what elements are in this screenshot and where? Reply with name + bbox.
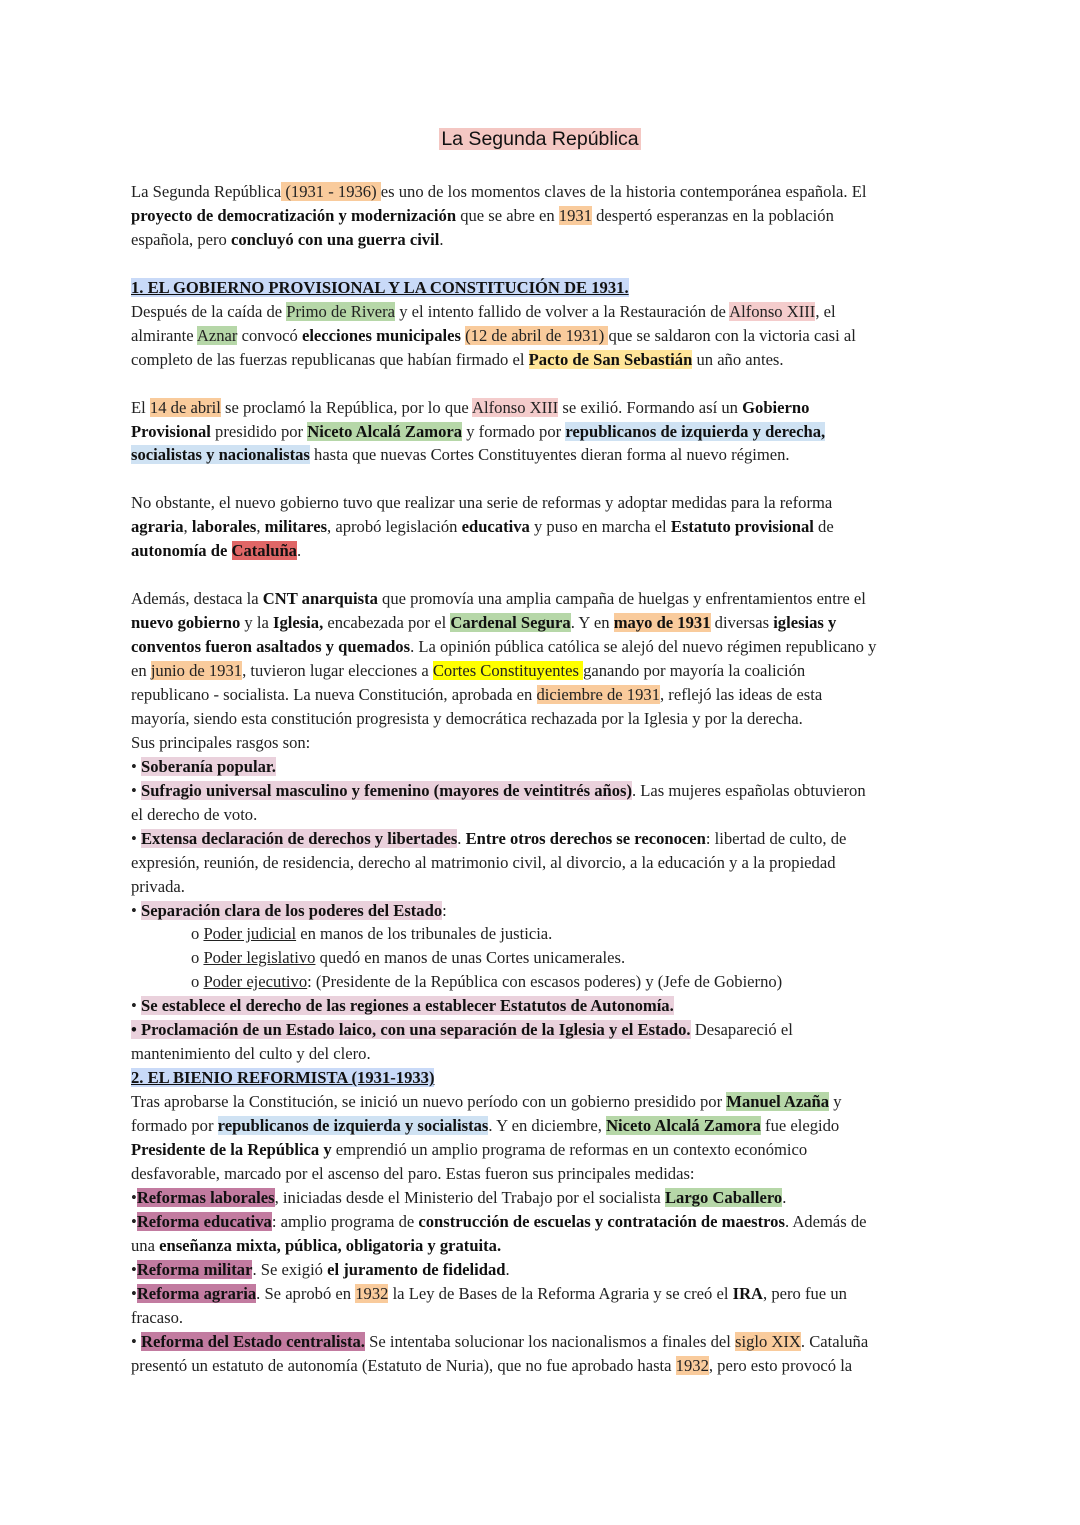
- text-line: [131, 875, 961, 899]
- text-run: : libertad de culto, de: [705, 828, 847, 848]
- text-run: republicanos de izquierda y derecha,: [565, 421, 826, 441]
- text-line: [131, 1090, 961, 1114]
- text-run: elecciones municipales: [301, 325, 461, 345]
- text-line: [131, 1234, 961, 1258]
- text-run: concluyó con una guerra civil: [230, 229, 440, 249]
- text-run: 1931: [558, 205, 592, 225]
- text-line: [131, 1042, 961, 1066]
- text-run: •: [131, 1211, 137, 1231]
- text-run: , tuvieron lugar elecciones: [242, 661, 422, 680]
- text-line: [131, 946, 961, 970]
- text-run: nuevo gobierno: [131, 613, 241, 633]
- text-line: [131, 970, 961, 994]
- text-run: : (Presidente de la República con escasos poderes) y (Jefe de Gobierno): [307, 972, 783, 992]
- text-run: Cataluña: [231, 541, 297, 561]
- text-run: Reformas laborales: [136, 1187, 275, 1207]
- text-run: fue elegido: [760, 1116, 840, 1136]
- text-run: Se establece el derecho de las regiones a establecer Estatutos de Autonomía.: [140, 996, 674, 1016]
- text-run: privada.: [131, 876, 185, 896]
- text-run: , pero fue un: [763, 1283, 847, 1303]
- text-run: •: [131, 1259, 137, 1279]
- text-run: : amplio programa de: [271, 1211, 419, 1231]
- text-run: mantenimiento del culto y del clero.: [131, 1044, 371, 1064]
- blank-line: [131, 467, 961, 491]
- text-run: La Segunda República: [131, 182, 282, 201]
- text-run: iglesias y: [773, 613, 837, 633]
- text-line: [131, 491, 961, 515]
- text-run: Entre otros derechos se reconocen: [465, 828, 706, 848]
- text-run: que promovía una amplia campaña de huelgas y enfrentamientos entre el: [377, 589, 866, 609]
- text-line: [131, 204, 961, 228]
- text-run: diversas: [710, 613, 774, 633]
- text-run: enseñanza mixta, pública, obligatoria y gratuita.: [159, 1235, 502, 1255]
- text-run: . Y en: [570, 613, 614, 633]
- text-run: conventos fueron asaltados y quemados: [131, 637, 411, 657]
- text-run: . Cataluña: [800, 1331, 869, 1351]
- text-run: quedó en manos de unas Cortes unicamerales.: [315, 948, 626, 968]
- blank-line: [131, 563, 961, 587]
- text-run: Soberanía popular.: [140, 756, 276, 776]
- text-run: Primo de Rivera: [286, 301, 396, 321]
- text-run: ganando por mayoría la coalición: [583, 661, 806, 680]
- text-run: Alfonso XIII: [729, 301, 816, 321]
- text-line: [131, 994, 961, 1018]
- text-run: fracaso.: [131, 1307, 184, 1327]
- text-run: 1932: [355, 1283, 389, 1303]
- text-run: y el intento fallido de volver a la Restauración de: [395, 301, 730, 321]
- text-run: socialistas y nacionalistas: [131, 445, 310, 465]
- text-line: [131, 1282, 961, 1306]
- text-run: •: [131, 900, 141, 920]
- text-run: en manos de los tribunales de justicia.: [296, 924, 553, 944]
- text-line: [131, 851, 961, 875]
- text-line: [131, 659, 961, 683]
- text-run: laborales: [191, 517, 257, 537]
- text-run: hasta que nuevas Cortes Constituyentes dieran forma al nuevo régimen.: [309, 445, 790, 465]
- text-run: encabezada por el: [323, 613, 451, 633]
- text-run: republicano - socialista. La nueva Constitución, aprobada en: [131, 684, 537, 704]
- text-run: Cardenal Segura: [450, 613, 571, 633]
- text-run: 14 de abril: [149, 397, 221, 417]
- text-run: 1932: [675, 1355, 709, 1375]
- text-run: o: [191, 972, 204, 992]
- text-run: Reforma del Estado centralista.: [140, 1331, 365, 1351]
- text-run: que se abre en: [456, 205, 559, 225]
- text-run: Presidente de la República y: [131, 1140, 332, 1160]
- text-run: Reforma educativa: [136, 1211, 272, 1231]
- text-line: [131, 731, 961, 755]
- text-line: [131, 635, 961, 659]
- text-line: [131, 611, 961, 635]
- text-run: Reforma agraria: [136, 1283, 257, 1303]
- text-line: [131, 1018, 961, 1042]
- text-run: , iniciadas desde el Ministerio del Trabajo por el socialista: [274, 1187, 665, 1207]
- text-line: [131, 348, 961, 372]
- text-run: almirante: [131, 325, 197, 345]
- text-line: [131, 1306, 961, 1330]
- text-run: Después de la caída de: [131, 301, 287, 321]
- text-run: ,: [256, 517, 265, 537]
- text-run: emprendió un amplio programa de reformas en un contexto económico: [331, 1140, 808, 1160]
- text-run: . Se aprobó en: [256, 1283, 356, 1303]
- text-run: • Proclamación de un Estado laico, con una separación de la Iglesia y el Estado.: [131, 1020, 691, 1040]
- text-run: .: [296, 541, 302, 561]
- text-run: •: [131, 756, 141, 776]
- text-line: [131, 779, 961, 803]
- document-title: La Segunda República: [441, 128, 639, 150]
- text-run: formado por: [131, 1116, 218, 1136]
- text-run: y puso en marcha el: [529, 517, 671, 537]
- text-run: es uno de los momentos claves de la historia contemporánea española. El: [380, 182, 867, 201]
- text-run: agraria: [131, 517, 184, 537]
- text-run: se exilió. Formando así un: [558, 397, 743, 417]
- text-run: CNT anarquista: [262, 589, 378, 609]
- text-line: [131, 180, 961, 204]
- text-run: , el: [815, 301, 836, 321]
- text-run: la Ley de Bases de la Reforma Agraria y se creó el: [388, 1283, 733, 1303]
- text-line: [131, 420, 961, 444]
- text-run: Separación clara de los poderes del Estado: [140, 900, 443, 920]
- text-run: expresión, reunión, de residencia, derecho al matrimonio civil, al divorcio, a la educación y a la propiedad: [131, 852, 836, 872]
- document-title-wrap: [0, 128, 1080, 151]
- text-run: o: [191, 924, 204, 944]
- text-run: despertó esperanzas en la población: [591, 205, 834, 225]
- text-run: •: [131, 1283, 137, 1303]
- text-run: •: [131, 996, 141, 1016]
- text-run: El: [131, 397, 150, 417]
- text-run: Alfonso XIII: [472, 397, 559, 417]
- blank-line: [131, 252, 961, 276]
- section-heading: 1. EL GOBIERNO PROVISIONAL Y LA CONSTITUCIÓN DE 1931.: [131, 277, 629, 297]
- text-run: Reforma militar: [136, 1259, 253, 1279]
- text-run: •: [131, 1187, 137, 1207]
- text-line: [131, 1210, 961, 1234]
- text-run: •: [131, 828, 141, 848]
- text-run: IRA: [732, 1283, 764, 1303]
- text-line: [131, 1330, 961, 1354]
- text-run: Cortes Constituyentes: [432, 661, 584, 680]
- text-run: educativa: [461, 517, 530, 537]
- text-run: mayoría, siendo esta constitución progresista y democrática rechazada por la Iglesia y por la derecha.: [131, 708, 803, 728]
- text-run: siglo XIX: [735, 1331, 801, 1351]
- text-run: . La opinión pública católica se alejó del nuevo régimen republicano y: [410, 637, 877, 657]
- text-run: ,: [183, 517, 192, 537]
- text-run: , pero esto provocó la: [708, 1355, 853, 1375]
- text-line: [131, 515, 961, 539]
- text-run: Iglesia,: [272, 613, 324, 633]
- document-body: [131, 180, 961, 1378]
- text-run: •: [131, 1331, 141, 1351]
- text-line: [131, 1354, 961, 1378]
- text-run: Manuel Azaña: [726, 1092, 830, 1112]
- text-run: Estatuto provisional: [670, 517, 814, 537]
- text-line: [131, 587, 961, 611]
- text-run: Se intentaba solucionar los nacionalismos a finales del: [364, 1331, 735, 1351]
- text-line: [131, 396, 961, 420]
- text-run: diciembre de 1931: [536, 684, 660, 704]
- text-run: No obstante, el nuevo gobierno tuvo que realizar una serie de reformas y adoptar medidas para la reforma: [131, 493, 833, 513]
- text-line: [131, 1162, 961, 1186]
- text-run: se proclamó la República, por lo que: [220, 397, 473, 417]
- text-run: mayo de 1931: [613, 613, 711, 633]
- text-run: , reflejó las ideas de esta: [660, 684, 823, 704]
- text-run: autonomía de: [131, 541, 232, 561]
- text-line: [131, 683, 961, 707]
- text-run: Extensa declaración de derechos y libertades: [140, 828, 458, 848]
- text-run: Largo Caballero: [664, 1187, 783, 1207]
- text-run: Provisional: [131, 421, 211, 441]
- text-run: presentó un estatuto de autonomía (Estatuto de Nuria), que no fue aprobado hasta: [131, 1355, 676, 1375]
- text-line: [131, 803, 961, 827]
- text-run: .: [457, 828, 466, 848]
- text-run: que se saldaron con la victoria casi al: [608, 325, 856, 345]
- text-line: [131, 1258, 961, 1282]
- blank-line: [131, 372, 961, 396]
- text-run: desfavorable, marcado por el ascenso del paro. Estas fueron sus principales medidas:: [131, 1164, 695, 1184]
- text-line: [131, 1186, 961, 1210]
- text-run: . Y en diciembre,: [488, 1116, 607, 1136]
- text-run: militares: [264, 517, 328, 537]
- text-run: Tras aprobarse la Constitución, se inició un nuevo período con un gobierno presidido por: [131, 1092, 727, 1112]
- text-line: [131, 324, 961, 348]
- text-run: en: [131, 661, 151, 680]
- text-run: y formado por: [462, 421, 566, 441]
- text-run: . Se exigió: [252, 1259, 328, 1279]
- text-run: Poder judicial: [203, 924, 297, 944]
- text-run: el derecho de voto.: [131, 804, 258, 824]
- text-run: (1931 - 1936): [281, 182, 381, 201]
- text-line: [131, 276, 961, 300]
- text-run: el juramento de fidelidad: [327, 1259, 506, 1279]
- text-run: Niceto Alcalá Zamora: [307, 421, 463, 441]
- text-line: [131, 300, 961, 324]
- text-run: (12 de abril de 1931): [465, 325, 609, 345]
- text-run: Sus principales rasgos son:: [131, 732, 311, 752]
- text-run: junio de 1931: [150, 661, 243, 680]
- text-run: . Las mujeres españolas obtuvieron: [632, 780, 866, 800]
- text-run: completo de las fuerzas republicanas que habían firmado el: [131, 349, 529, 369]
- text-run: Gobierno: [742, 397, 810, 417]
- text-run: española, pero: [131, 229, 231, 249]
- text-run: Desapareció el: [690, 1020, 793, 1040]
- text-run: , aprobó legislación: [327, 517, 462, 537]
- text-run: Niceto Alcalá Zamora: [606, 1116, 761, 1136]
- text-line: [131, 1066, 961, 1090]
- text-run: Sufragio universal masculino y femenino (mayores de veintitrés años): [140, 780, 632, 800]
- text-run: un año antes.: [692, 349, 784, 369]
- text-run: Poder ejecutivo: [203, 972, 308, 992]
- text-line: [131, 1138, 961, 1162]
- text-run: .: [439, 229, 444, 249]
- text-run: .: [782, 1187, 787, 1207]
- text-run: una: [131, 1235, 160, 1255]
- text-line: [131, 228, 961, 252]
- text-run: :: [442, 900, 447, 920]
- text-run: .: [505, 1259, 510, 1279]
- text-line: [131, 707, 961, 731]
- text-line: [131, 827, 961, 851]
- text-run: presidido por: [210, 421, 308, 441]
- text-run: . Además de: [784, 1211, 867, 1231]
- text-run: Además, destaca la: [131, 589, 263, 609]
- text-line: [131, 539, 961, 563]
- text-run: convocó: [237, 325, 302, 345]
- text-run: construcción de escuelas y contratación de maestros: [418, 1211, 785, 1231]
- text-run: republicanos de izquierda y socialistas: [217, 1116, 489, 1136]
- text-line: [131, 1114, 961, 1138]
- text-line: [131, 922, 961, 946]
- text-run: y: [829, 1092, 842, 1112]
- section-heading: 2. EL BIENIO REFORMISTA (1931-1933): [131, 1068, 435, 1088]
- text-run: proyecto de democratización y modernización: [131, 205, 457, 225]
- text-line: [131, 443, 961, 467]
- text-run: Pacto de San Sebastián: [528, 349, 693, 369]
- text-line: [131, 755, 961, 779]
- text-line: [131, 899, 961, 923]
- text-run: o: [191, 948, 204, 968]
- text-run: Poder legislativo: [203, 948, 316, 968]
- text-run: de: [813, 517, 834, 537]
- text-run: a: [421, 661, 433, 680]
- text-run: •: [131, 780, 141, 800]
- text-run: Aznar: [196, 325, 238, 345]
- text-run: y la: [240, 613, 273, 633]
